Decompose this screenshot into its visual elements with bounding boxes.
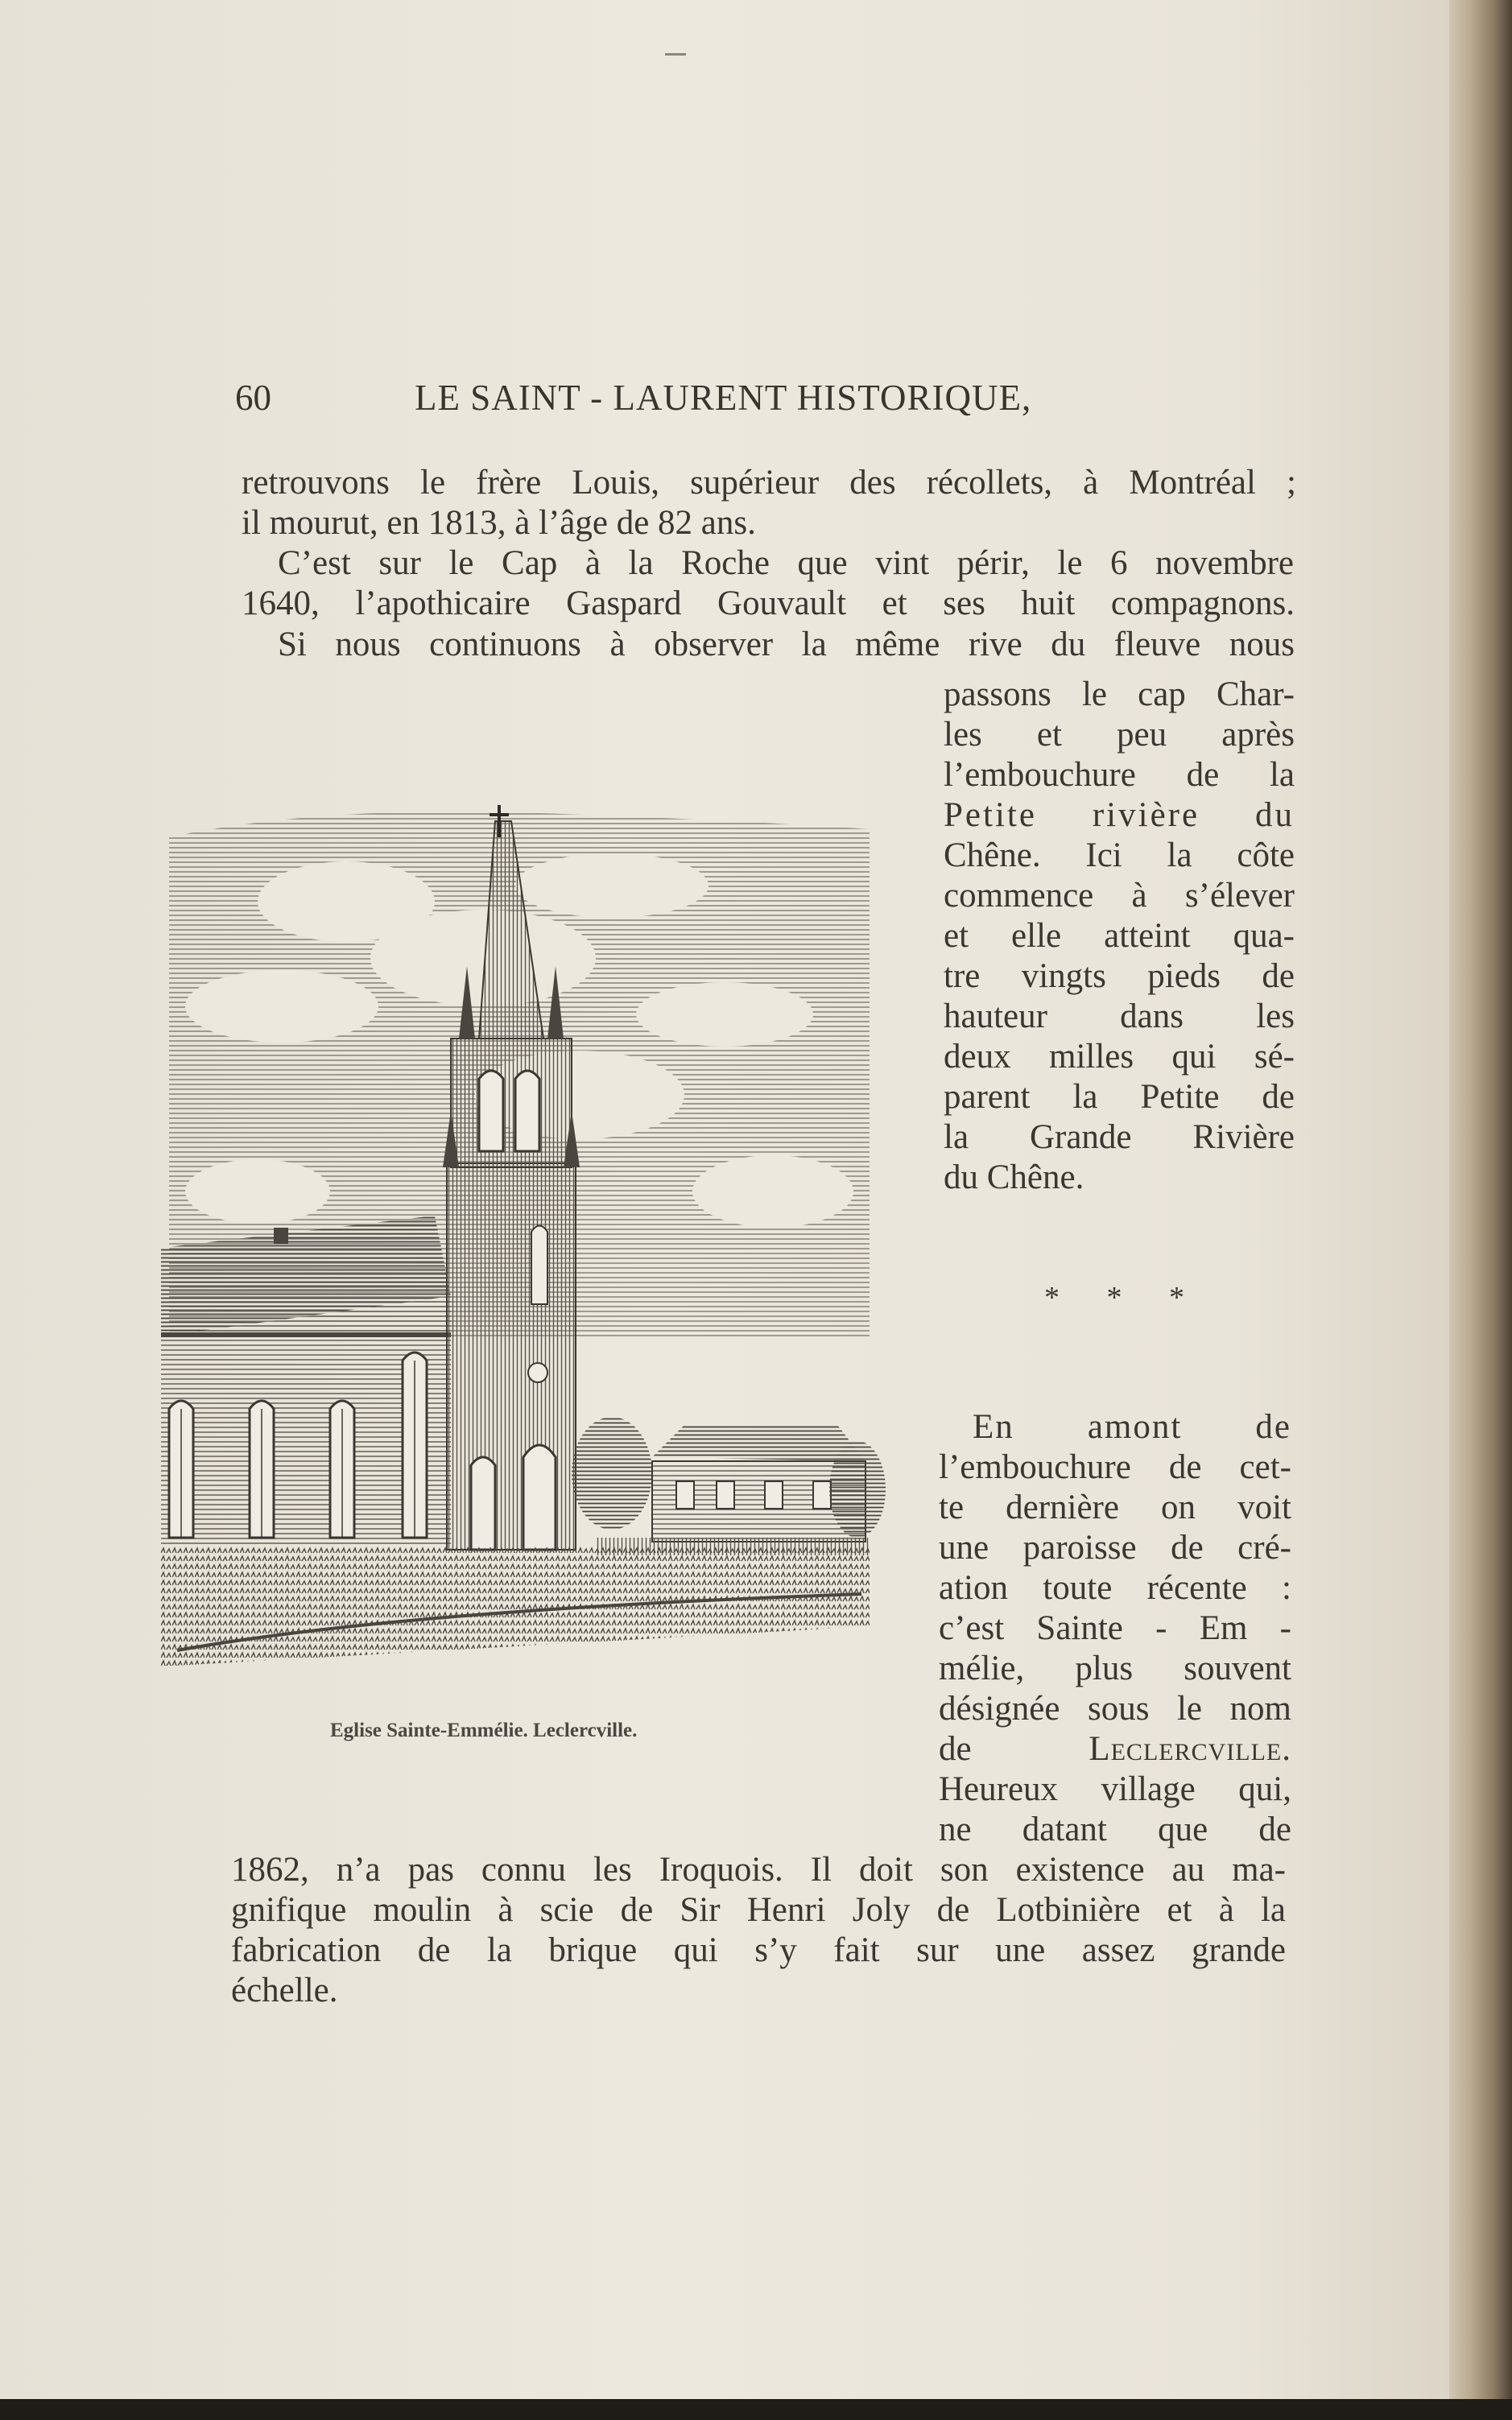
column-line: commence à s’élever bbox=[944, 877, 1295, 915]
column-line: et elle atteint qua- bbox=[944, 917, 1295, 955]
running-head: LE SAINT - LAURENT HISTORIQUE, bbox=[415, 378, 1032, 418]
separator-star: * bbox=[1169, 1281, 1184, 1315]
column-line: les et peu après bbox=[944, 716, 1295, 754]
column-line: mélie, plus souvent bbox=[939, 1650, 1291, 1687]
column-line: ation toute récente : bbox=[939, 1569, 1291, 1607]
text-line: 1862, n’a pas connu les Iroquois. Il doit son existence au ma- bbox=[231, 1851, 1286, 1889]
text-line: gnifique moulin à scie de Sir Henri Joly de Lotbinière et à la bbox=[231, 1891, 1286, 1929]
column-line: passons le cap Char- bbox=[944, 675, 1295, 713]
text-line: fabrication de la brique qui s’y fait sur une assez grande bbox=[231, 1931, 1286, 1969]
section-separator bbox=[1044, 1280, 1184, 1315]
column-line: Chêne. Ici la côte bbox=[944, 836, 1295, 874]
presbytery-house bbox=[572, 1417, 886, 1555]
column-line: Petite rivière du bbox=[944, 796, 1295, 834]
column-line: c’est Sainte - Em - bbox=[939, 1609, 1291, 1647]
top-mark bbox=[665, 53, 686, 56]
word-de: de bbox=[939, 1730, 972, 1768]
text-line: C’est sur le Cap à la Roche que vint périr, le 6 novembre bbox=[278, 544, 1294, 582]
column-line: parent la Petite de bbox=[944, 1078, 1295, 1116]
text-line: échelle. bbox=[231, 1972, 338, 2009]
column-line bbox=[939, 1729, 1291, 1770]
column-line: Heureux village qui, bbox=[939, 1770, 1291, 1808]
page-edge bbox=[1449, 0, 1512, 2420]
separator-star: * bbox=[1044, 1281, 1060, 1315]
text-line: retrouvons le frère Louis, supérieur des récollets, à Montréal ; bbox=[242, 464, 1296, 502]
column-line: te dernière on voit bbox=[939, 1489, 1291, 1526]
church-nave bbox=[161, 1216, 451, 1546]
column-line: tre vingts pieds de bbox=[944, 957, 1295, 995]
column-line: désignée sous le nom bbox=[939, 1690, 1291, 1728]
page-number: 60 bbox=[235, 378, 271, 418]
column-line: deux milles qui sé- bbox=[944, 1038, 1295, 1076]
column-line: l’embouchure de cet- bbox=[939, 1448, 1291, 1486]
separator-star: * bbox=[1106, 1281, 1122, 1315]
text-line: il mourut, en 1813, à l’âge de 82 ans. bbox=[242, 504, 756, 542]
column-line: la Grande Rivière bbox=[944, 1118, 1295, 1156]
column-line: hauteur dans les bbox=[944, 997, 1295, 1035]
figure-caption: Eglise Sainte-Emmélie. Leclercville. bbox=[330, 1720, 638, 1741]
column-line: En amont de bbox=[973, 1408, 1291, 1446]
text-line: Si nous continuons à observer la même rive du fleuve nous bbox=[278, 626, 1295, 663]
text-line: 1640, l’apothicaire Gaspard Gouvault et ses huit compagnons. bbox=[242, 584, 1295, 622]
church-engraving bbox=[161, 773, 890, 1687]
column-line: ne datant que de bbox=[939, 1811, 1291, 1848]
foreground-grass bbox=[161, 1546, 870, 1666]
place-name: Leclercville. bbox=[1089, 1730, 1291, 1768]
page-bottom-shadow bbox=[0, 2399, 1512, 2420]
column-line: une paroisse de cré- bbox=[939, 1529, 1291, 1567]
column-line: du Chêne. bbox=[944, 1158, 1084, 1196]
column-line: l’embouchure de la bbox=[944, 756, 1295, 794]
